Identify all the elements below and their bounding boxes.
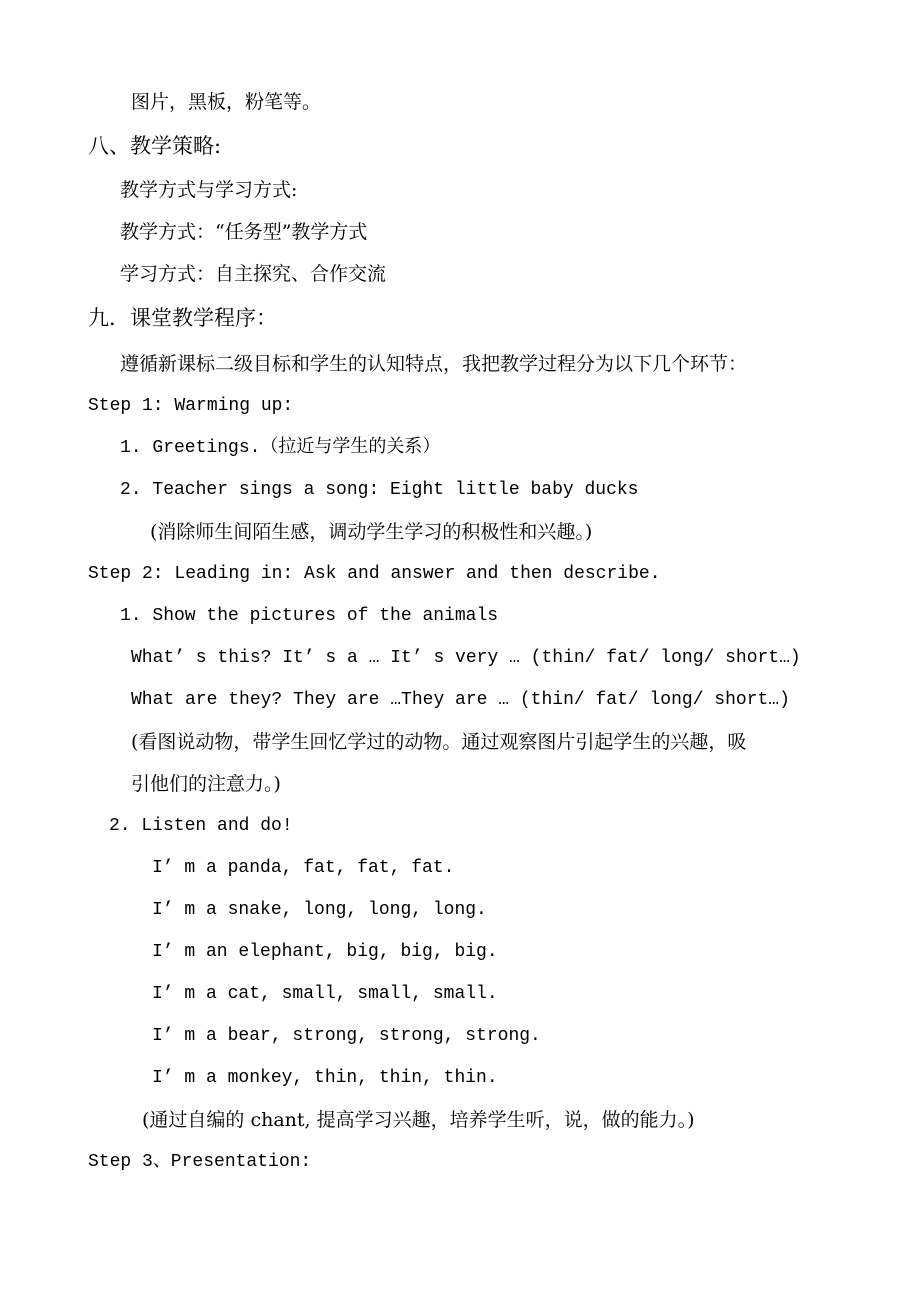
section8-methods-title: 教学方式与学习方式:: [120, 179, 298, 201]
chant-line: I’ m a panda, fat, fat, fat.: [152, 858, 455, 878]
chant-line: I’ m a snake, long, long, long.: [152, 900, 487, 920]
step2-item1-note-line1: (看图说动物，带学生回忆学过的动物。通过观察图片引起学生的兴趣，吸: [131, 731, 747, 753]
section8-heading: 八、教学策略:: [88, 134, 222, 158]
step1-item2-note: (消除师生间陌生感，调动学生学习的积极性和兴趣。): [150, 521, 593, 543]
section9-intro: 遵循新课标二级目标和学生的认知特点，我把教学过程分为以下几个环节：: [120, 353, 748, 375]
chant-line: I’ m a bear, strong, strong, strong.: [152, 1026, 541, 1046]
step1-item1: 1. Greetings.（拉近与学生的关系）: [120, 438, 441, 458]
materials-text: 图片，黑板，粉笔等。: [131, 91, 322, 113]
step1-title: Step 1: Warming up:: [88, 396, 294, 416]
section8-teaching-method: 教学方式：“任务型”教学方式: [120, 221, 368, 243]
step2-item1-note-line2: 引他们的注意力。): [131, 773, 281, 795]
step2-item1: 1. Show the pictures of the animals: [120, 606, 499, 626]
step2-item1-question1: What’ s this? It’ s a … It’ s very … (thin/ fat/ long/ short…): [131, 648, 801, 668]
chant-line: I’ m a cat, small, small, small.: [152, 984, 498, 1004]
step2-item2: 2. Listen and do!: [109, 816, 293, 836]
section9-heading: 九．课堂教学程序：: [88, 306, 277, 330]
chant-line: I’ m a monkey, thin, thin, thin.: [152, 1068, 498, 1088]
section8-learning-method: 学习方式：自主探究、合作交流: [120, 263, 387, 285]
step3-title: Step 3、Presentation:: [88, 1152, 312, 1172]
step1-item2: 2. Teacher sings a song: Eight little baby ducks: [120, 480, 639, 500]
chant-line: I’ m an elephant, big, big, big.: [152, 942, 498, 962]
step2-title: Step 2: Leading in: Ask and answer and then describe.: [88, 564, 661, 584]
step2-item1-question2: What are they? They are …They are … (thin/ fat/ long/ short…): [131, 690, 790, 710]
step2-item2-note: (通过自编的 chant, 提高学习兴趣，培养学生听，说，做的能力。): [142, 1109, 695, 1131]
